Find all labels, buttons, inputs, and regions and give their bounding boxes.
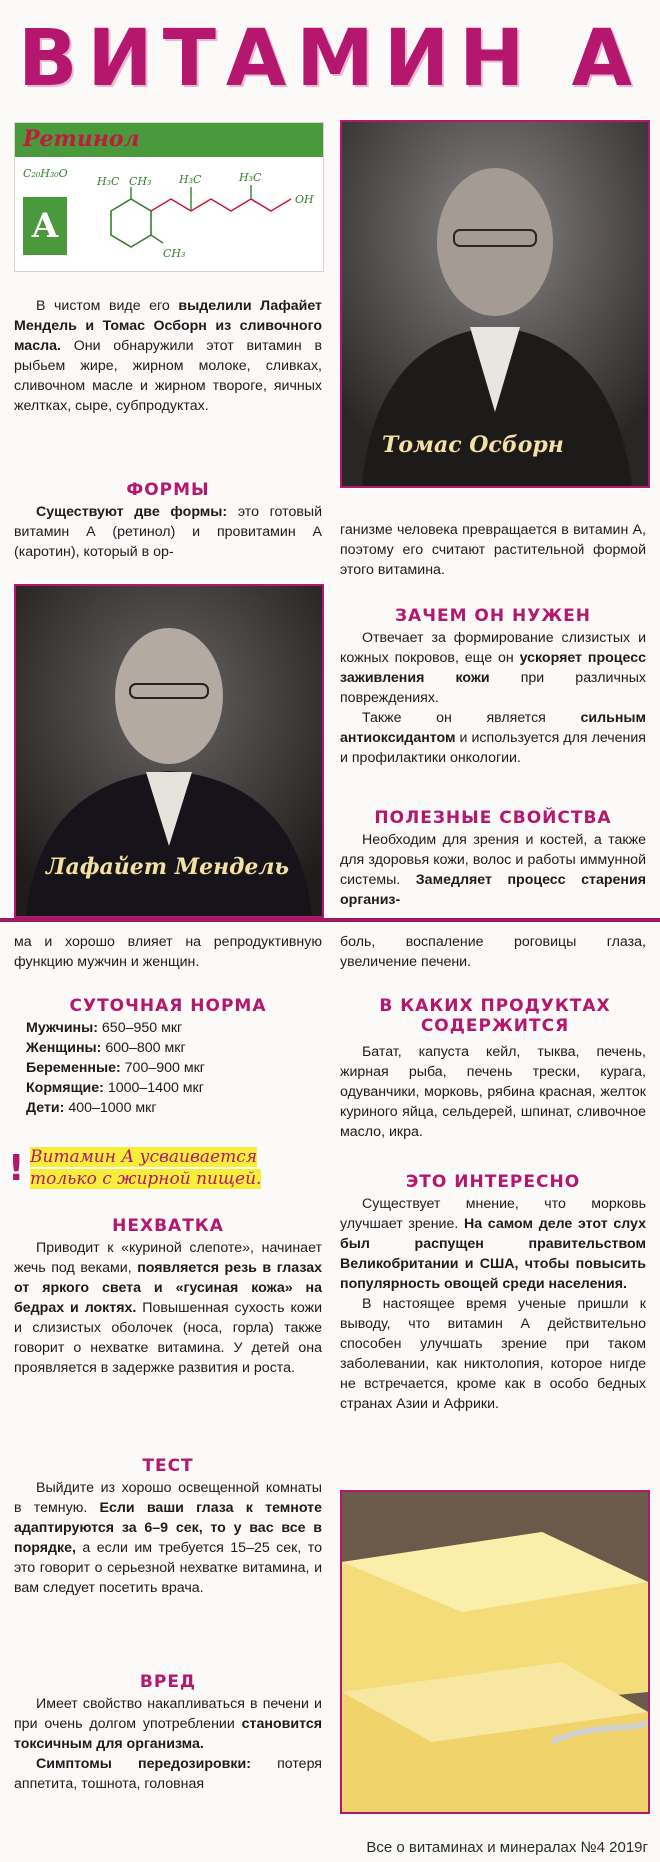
interesting-text: Существует мнение, что морковь улучшает зрение. На самом деле этот слух был распущен правительством Великобритании и США, чтобы повысить популярность овощей среди населения. В настоящее время ученые пришли к выводу, что витамин А действительно способен улучшать зрение при таком заболевании, как никтолопия, которое нигде не встречается, кроме как в особо бедных странах Азии и Африки. <box>340 1196 646 1412</box>
test-text: Выйдите из хорошо освещенной комнаты в темную. Если ваши глаза к темноте адаптируются за 6–9 сек, то у вас все в порядке, а если им требуется 15–25 сек, то это говорит о серьезной нехватке витамина, и вам следует посетить врача. <box>14 1480 322 1596</box>
norm-row: Мужчины: 650–950 мкг <box>26 1020 183 1036</box>
products-heading: В КАКИХ ПРОДУКТАХ СОДЕРЖИТСЯ <box>379 996 611 1036</box>
useful-text-continued: ма и хорошо влияет на репродуктивную функцию мужчин и женщин. <box>14 934 322 970</box>
osborne-caption: Томас Осборн <box>382 432 564 458</box>
fat-absorption-note <box>8 1142 324 1200</box>
forms-text-continued: ганизме человека превращается в витамин А, поэтому его считают растительной формой этого витамина. <box>340 522 646 578</box>
chem-group: H₃C <box>97 175 120 188</box>
retinol-label: Ретинол <box>23 126 140 152</box>
retinol-formula: C₂₀H₃₀O <box>23 167 68 180</box>
retinol-formula-box <box>14 122 324 272</box>
chem-group: H₃C <box>179 173 202 186</box>
section-divider <box>0 918 660 922</box>
retinol-structure-diagram <box>79 161 319 267</box>
norm-row: Кормящие: 1000–1400 мкг <box>26 1080 204 1096</box>
vitamin-letter-badge: A <box>23 197 67 255</box>
mendel-caption: Лафайет Мендель <box>46 854 290 880</box>
harm-text-continued: боль, воспаление роговицы глаза, увеличение печени. <box>340 934 646 970</box>
butter-illustration <box>342 1492 648 1812</box>
products-text: Батат, капуста кейл, тыква, печень, жирная рыба, печень трески, курага, одуванчики, морковь, рябина красная, желток куриного яйца, сельдерей, шпинат, сливочное масло, икра. <box>340 1044 646 1140</box>
useful-heading: ПОЛЕЗНЫЕ СВОЙСТВА <box>374 808 612 828</box>
norm-row: Беременные: 700–900 мкг <box>26 1060 205 1076</box>
thomas-osborne-photo <box>340 120 650 488</box>
deficit-heading: НЕХВАТКА <box>112 1216 224 1236</box>
exclamation-icon: ! <box>8 1148 25 1189</box>
useful-text: Необходим для зрения и костей, а также для здоровья кожи, волос и работы иммунной системы. Замедляет процесс старения организ- <box>340 832 646 908</box>
footer-source: Все о витаминах и минералах №4 2019г <box>366 1839 648 1856</box>
why-text: Отвечает за формирование слизистых и кожных покровов, еще он ускоряет процесс заживления кожи при различных повреждениях. Также он является сильным антиоксидантом и используется для лечения и профилактики онкологии. <box>340 630 647 766</box>
harm-heading: ВРЕД <box>139 1672 197 1692</box>
chem-group: H₃C <box>239 171 262 184</box>
test-heading: ТЕСТ <box>142 1456 194 1476</box>
norm-row: Женщины: 600–800 мкг <box>26 1040 186 1056</box>
deficit-text: Приводит к «куриной слепоте», начинает жечь под веками, появляется резь в глазах от яркого света и «гусиная кожа» на бедрах и локтях. Повышенная сухость кожи и слизистых оболочек (носа, горла) также говорит о нехватке витамина. У детей она проявляется в задержке развития и роста. <box>14 1240 323 1376</box>
lafayette-mendel-photo <box>14 584 324 918</box>
why-heading: ЗАЧЕМ ОН НУЖЕН <box>394 606 591 626</box>
norm-list <box>26 1018 322 1118</box>
page-title: ВИТАМИН А <box>17 14 642 104</box>
harm-text: Имеет свойство накапливаться в печени и при очень долгом употреблении становится токсичным для организма. Симптомы передозировки: потеря аппетита, тошнота, головная <box>14 1696 322 1792</box>
forms-text: Существуют две формы: это готовый витамин А (ретинол) и провитамин А (каротин), который в ор- <box>14 504 323 560</box>
norm-row: Дети: 400–1000 мкг <box>26 1100 157 1116</box>
chem-group: CH₃ <box>129 175 152 188</box>
forms-heading: ФОРМЫ <box>126 480 210 500</box>
chem-group: OH <box>295 193 314 206</box>
norm-heading: СУТОЧНАЯ НОРМА <box>69 996 267 1016</box>
interesting-heading: ЭТО ИНТЕРЕСНО <box>405 1172 581 1192</box>
butter-photo <box>340 1490 650 1814</box>
intro-text: В чистом виде его выделили Лафайет Мендель и Томас Осборн из сливочного масла. Они обнаружили этот витамин в рыбьем жире, жирном молоке, сливках, сливочном масле и жирном твороге, яичных желтках, сыре, субпродуктах. <box>14 298 322 414</box>
note-text: Витамин А усваивается только с жирной пищей. <box>30 1147 262 1189</box>
chem-group: CH₃ <box>163 247 186 260</box>
